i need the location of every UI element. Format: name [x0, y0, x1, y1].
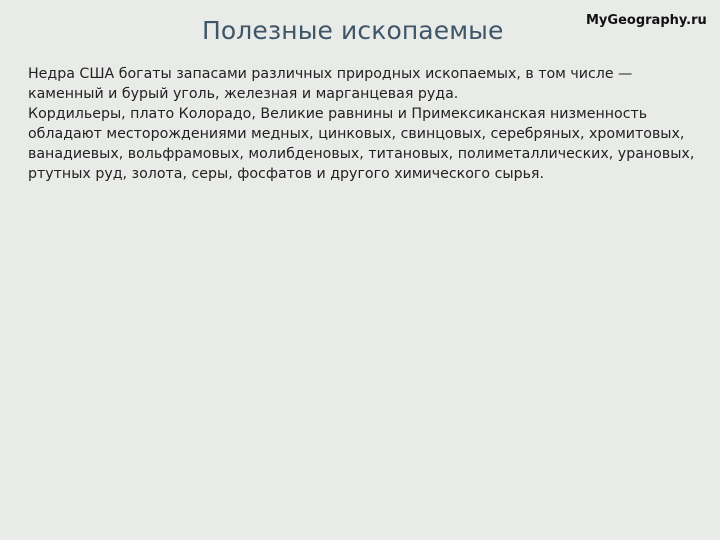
site-logo-text: MyGeography.ru: [586, 13, 707, 28]
slide-title: Полезные ископаемые: [202, 16, 504, 45]
paragraph-deposits: Кордильеры, плато Колорадо, Великие равнины и Примексиканская низменность обладают месторождениями медных, цинковых, свинцовых, серебряных, хромитовых, ванадиевых, вольфрамовых, молибденовых, титановых, полиметаллических, урановых, ртутных руд, золота, серы, фосфатов и другого химического сырья.: [28, 106, 695, 182]
paragraph-resources: Недра США богаты запасами различных природных ископаемых, в том числе — каменный и бурый уголь, железная и марганцевая руда.: [28, 66, 633, 102]
slide-body: [28, 64, 698, 184]
